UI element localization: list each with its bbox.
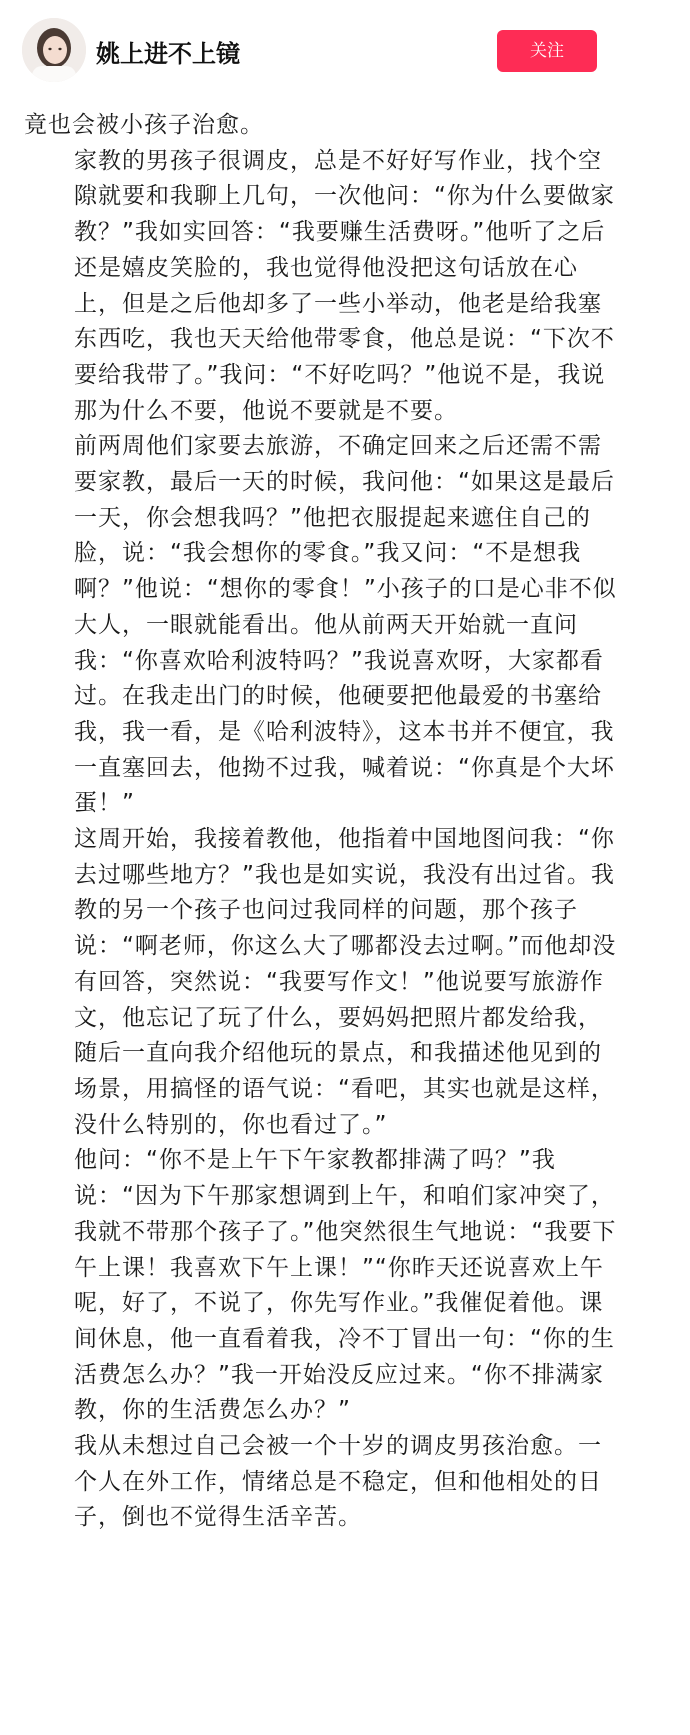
post-paragraph: 他问：“你不是上午下午家教都排满了吗？”我说：“因为下午那家想调到上午，和咱们家冲突了，我就不带那个孩子了。”他突然很生气地说：“我要下午上课！我喜欢下午上课！”“你昨天还说喜欢上午呢，好了，不说了，你先写作业。”我催促着他。课间休息，他一直看着我，冷不丁冒出一句：“你的生活费怎么办？”我一开始没反应过来。“你不排满家教，你的生活费怎么办？” <box>74 1147 617 1424</box>
follow-button[interactable]: 关注 <box>497 30 597 72</box>
post-title-line: 竟也会被小孩子治愈。 <box>24 112 264 138</box>
post-body <box>24 108 624 1536</box>
post-paragraph: 家教的男孩子很调皮，总是不好好写作业，找个空隙就要和我聊上几句，一次他问：“你为什么要做家教？”我如实回答：“我要赚生活费呀。”他听了之后还是嬉皮笑脸的，我也觉得他没把这句话放在心上，但是之后他却多了一些小举动，他老是给我塞东西吃，我也天天给他带零食，他总是说：“下次不要给我带了。”我问：“不好吃吗？”他说不是，我说那为什么不要，他说不要就是不要。 <box>74 147 615 424</box>
avatar-photo-icon <box>22 18 86 82</box>
avatar[interactable] <box>22 18 86 82</box>
post-paragraph: 我从未想过自己会被一个十岁的调皮男孩治愈。一个人在外工作，情绪总是不稳定，但和他相处的日子，倒也不觉得生活辛苦。 <box>74 1433 602 1531</box>
post-header <box>0 0 690 110</box>
username[interactable]: 姚上进不上镜 <box>96 40 240 68</box>
post-paragraph: 前两周他们家要去旅游，不确定回来之后还需不需要家教，最后一天的时候，我问他：“如果这是最后一天，你会想我吗？”他把衣服提起来遮住自己的脸，说：“我会想你的零食。”我又问：“不是想我啊？”他说：“想你的零食！”小孩子的口是心非不似大人，一眼就能看出。他从前两天开始就一直问我：“你喜欢哈利波特吗？”我说喜欢呀，大家都看过。在我走出门的时候，他硬要把他最爱的书塞给我，我一看，是《哈利波特》，这本书并不便宜，我一直塞回去，他拗不过我，喊着说：“你真是个大坏蛋！” <box>74 433 617 817</box>
post-paragraph: 这周开始，我接着教他，他指着中国地图问我：“你去过哪些地方？”我也是如实说，我没有出过省。我教的另一个孩子也问过我同样的问题，那个孩子说：“啊老师，你这么大了哪都没去过啊。”而他却没有回答，突然说：“我要写作文！”他说要写旅游作文，他忘记了玩了什么，要妈妈把照片都发给我，随后一直向我介绍他玩的景点，和我描述他见到的场景，用搞怪的语气说：“看吧，其实也就是这样，没什么特别的，你也看过了。” <box>74 826 617 1138</box>
